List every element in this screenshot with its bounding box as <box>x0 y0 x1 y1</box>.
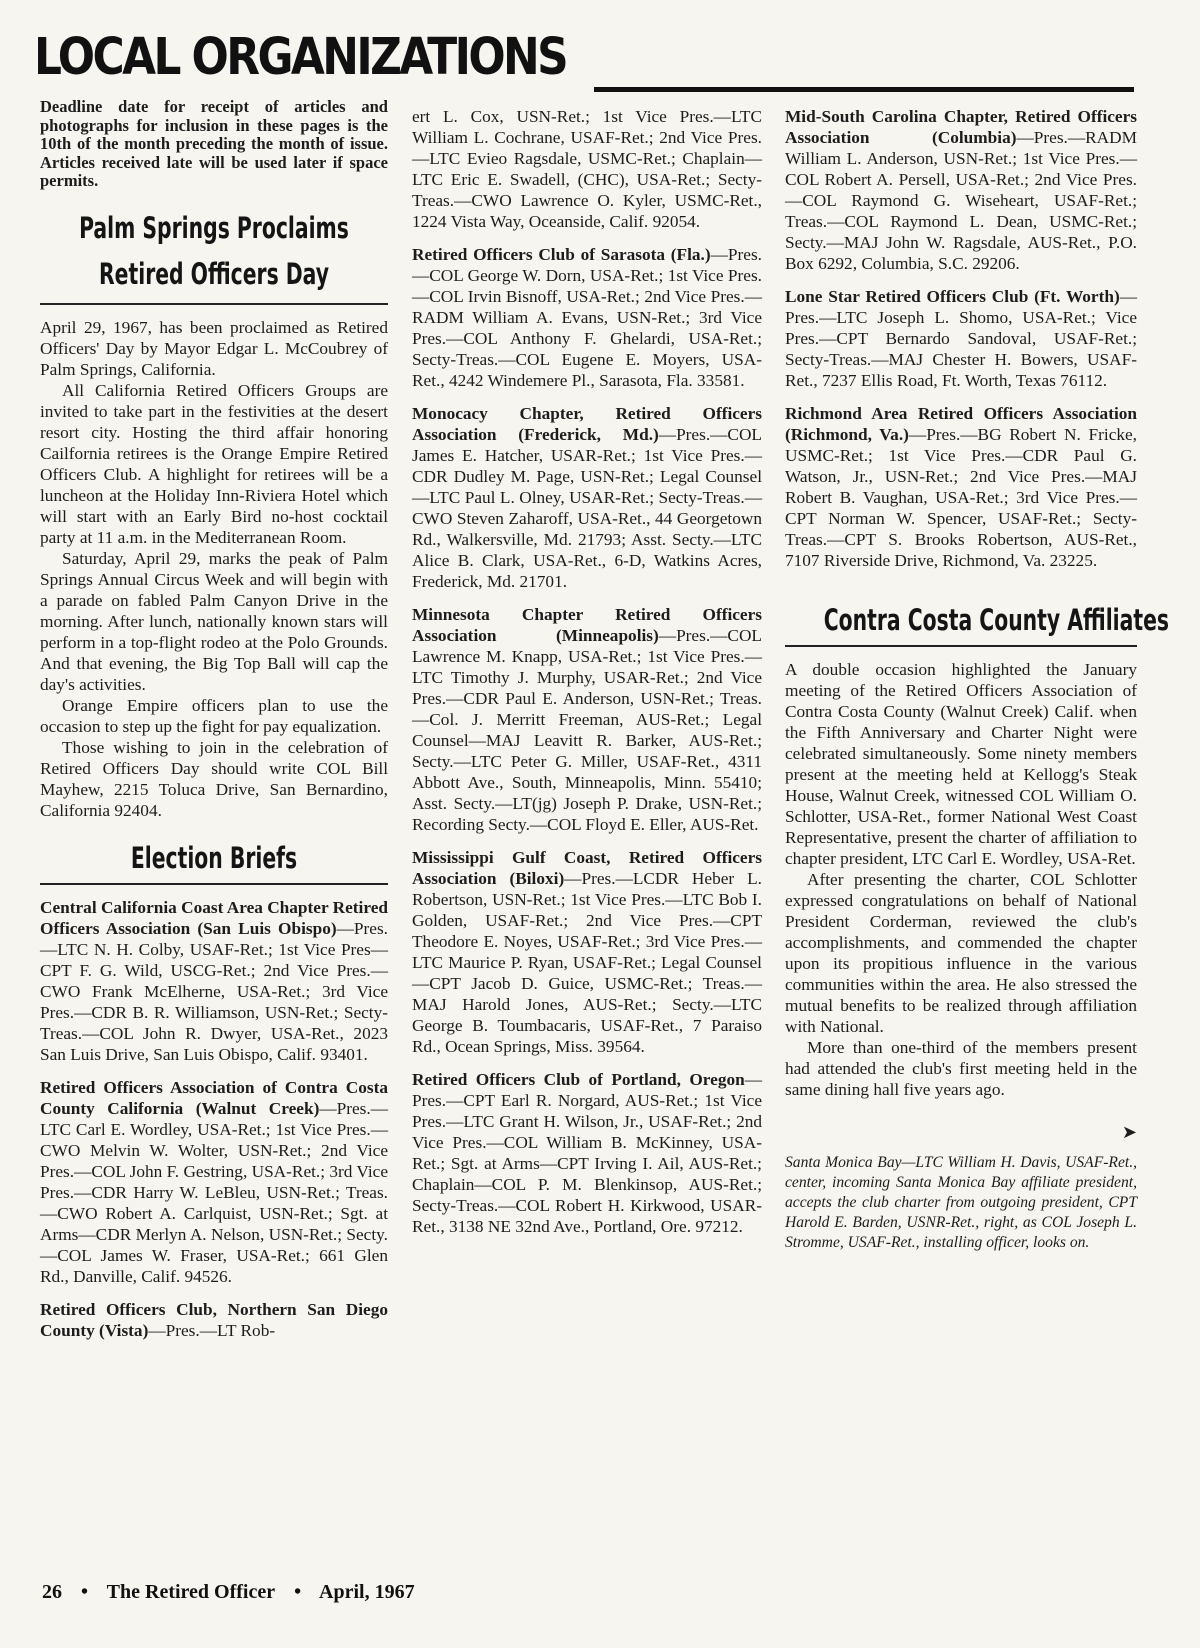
photo-caption: Santa Monica Bay—LTC William H. Davis, USAF-Ret., center, incoming Santa Monica Bay affiliate president, accepts the club charter from outgoing president, CPT Harold E. Barden, USNR-Ret., right, as COL Joseph L. Stromme, USAF-Ret., installing officer, looks on. <box>785 1154 1137 1251</box>
officer-list: —Pres.—COL George W. Dorn, USA-Ret.; 1st Vice Pres.—COL Irvin Bisnoff, USA-Ret.; 2nd Vice Pres.—RADM William A. Evans, USN-Ret.; 3rd Vice Pres.—COL Anthony F. Ghelardi, USA-Ret.; Secty-Treas.—COL Eugene E. Moyers, USA-Ret., 4242 Windemere Pl., Sarasota, Fla. 33581. <box>412 245 762 390</box>
contra-costa-paragraph: More than one-third of the members present had attended the club's first meeting held in the same dining hall five years ago. <box>785 1038 1137 1099</box>
organization-name: Richmond Area Retired Officers Association (Richmond, Va.) <box>785 404 1137 444</box>
election-entry <box>412 244 762 391</box>
officer-list: —Pres.—LTC Carl E. Wordley, USA-Ret.; 1st Vice Pres.—CWO Melvin W. Wolter, USN-Ret.; 2nd Vice Pres.—COL John F. Gestring, USA-Ret.; 3rd Vice Pres.—CDR Harry W. LeBleu, USN-Ret.; Treas.—CWO Robert A. Carlquist, USN-Ret.; Sgt. at Arms—CDR Merlyn A. Nelson, USN-Ret.; Secty.—COL James W. Fraser, USA-Ret.; 661 Glen Rd., Danville, Calif. 94526. <box>40 1098 388 1286</box>
election-entry <box>40 1077 388 1287</box>
section-rule <box>40 303 388 305</box>
page-footer <box>42 1581 429 1604</box>
organization-name: Minnesota Chapter Retired Officers Association (Minneapolis) <box>412 605 762 645</box>
footer-bullet: • <box>81 1581 89 1603</box>
contra-costa-title: Contra Costa County Affiliates <box>823 603 1170 637</box>
officer-list: —Pres.—LT Rob- <box>148 1320 276 1340</box>
election-entry <box>785 106 1137 274</box>
masthead <box>34 28 1134 92</box>
palm-springs-paragraph: Those wishing to join in the celebration of Retired Officers Day should write COL Bill Mayhew, 2215 Toluca Drive, San Bernardino, California 92404. <box>40 737 388 820</box>
organization-name: Monocacy Chapter, Retired Officers Association (Frederick, Md.) <box>412 404 762 444</box>
column-2 <box>412 98 762 1249</box>
officer-list: —Pres.—COL Lawrence M. Knapp, USA-Ret.; 1st Vice Pres.—LTC Timothy J. Murphy, USAR-Ret.; 2nd Vice Pres.—CDR Paul E. Anderson, USN-Ret.; Treas.—Col. J. Merritt Freeman, AUS-Ret.; Legal Counsel—MAJ Leavitt R. Barker, AUS-Ret.; Secty.—LTC Peter G. Miller, USAF-Ret., 4311 Abbott Ave., South, Minneapolis, Minn. 55410; Asst. Secty.—LT(jg) Joseph P. Drake, USN-Ret.; Recording Secty.—COL Floyd E. Eller, AUS-Ret. <box>412 626 762 834</box>
organization-name: Retired Officers Club of Portland, Oregon <box>412 1070 745 1089</box>
officer-list: —Pres.—LTC Joseph L. Shomo, USA-Ret.; Vice Pres.—CPT Bernardo Sandoval, USAF-Ret.; Secty-Treas.—MAJ Chester H. Bowers, USAF-Ret., 7237 Ellis Road, Ft. Worth, Texas 76112. <box>785 287 1137 390</box>
palm-springs-paragraph: Orange Empire officers plan to use the occasion to step up the fight for pay equalization. <box>40 695 388 736</box>
officer-list: —Pres.—BG Robert N. Fricke, USMC-Ret.; 1st Vice Pres.—CDR Paul G. Watson, Jr., USN-Ret.; 2nd Vice Pres.—MAJ Robert B. Vaughan, USA-Ret.; 3rd Vice Pres.—CPT Norman W. Spencer, USAF-Ret.; Secty-Treas.—CPT S. Brooks Robertson, AUS-Ret., 7107 Riverside Drive, Richmond, Va. 23225. <box>785 425 1137 570</box>
palm-springs-paragraph: April 29, 1967, has been proclaimed as Retired Officers' Day by Mayor Edgar L. McCoubrey of Palm Springs, California. <box>40 317 388 379</box>
page-number: 26 <box>42 1581 62 1603</box>
organization-name: Mississippi Gulf Coast, Retired Officers Association (Biloxi) <box>412 848 762 888</box>
page-section-title: LOCAL ORGANIZATIONS <box>34 28 567 87</box>
contra-costa-paragraph: After presenting the charter, COL Schlotter expressed congratulations on behalf of National President Corderman, reviewed the club's accomplishments, and commended the chapter upon its propitious influence in the various communities within the area. He also stressed the mutual benefits to be realized through affiliation with National. <box>785 870 1137 1036</box>
palm-springs-title-line-2: Retired Officers Day <box>99 256 329 291</box>
palm-springs-title-line-1: Palm Springs Proclaims <box>79 210 349 245</box>
organization-name: Retired Officers Club of Sarasota (Fla.) <box>412 245 711 264</box>
election-entry <box>785 286 1137 391</box>
organization-name: Central California Coast Area Chapter Retired Officers Association (San Luis Obispo) <box>40 897 388 938</box>
organization-name: Lone Star Retired Officers Club (Ft. Worth) <box>785 287 1120 306</box>
election-entry <box>40 897 388 1065</box>
election-entry <box>412 1069 762 1237</box>
palm-springs-paragraph: All California Retired Officers Groups are invited to take part in the festivities at the desert resort city. Hosting the third affair honoring Cailfornia retirees is the Orange Empire Retired Officers Club. A highlight for retirees will be a luncheon at the Holiday Inn-Riviera Hotel which will start with an Early Bird no-host cocktail party at 11 a.m. in the Mediterranean Room. <box>40 380 388 547</box>
officer-list: —Pres.—CPT Earl R. Norgard, AUS-Ret.; 1st Vice Pres.—LTC Grant H. Wilson, Jr., USAF-Ret.; 2nd Vice Pres.—COL William B. McKinney, USA-Ret.; Sgt. at Arms—CPT Irving I. Ail, AUS-Ret.; Chaplain—COL P. M. Blenkinsop, AUS-Ret.; Secty-Treas.—COL Robert H. Kirkwood, USAR-Ret., 3138 NE 32nd Ave., Portland, Ore. 97212. <box>412 1070 762 1236</box>
issue-date: April, 1967 <box>319 1581 415 1603</box>
officer-list: —Pres.—LCDR Heber L. Robertson, USN-Ret.; 1st Vice Pres.—LTC Bob I. Golden, USAF-Ret.; 2nd Vice Pres.—CPT Theodore E. Noyes, USAF-Ret.; 3rd Vice Pres.—LTC Maurice P. Ryan, USAF-Ret.; Legal Counsel—CPT Jacob D. Guice, USMC-Ret.; Treas.—MAJ Harold Jones, AUS-Ret.; Secty.—LTC George B. Toumbacaris, USAF-Ret., 7 Paraiso Rd., Ocean Springs, Miss. 39564. <box>412 869 762 1056</box>
palm-springs-paragraph: Saturday, April 29, marks the peak of Palm Springs Annual Circus Week and will begin with a parade on fabled Palm Canyon Drive in the morning. After lunch, nationally known stars will perform in a top-flight rodeo at the Polo Grounds. And that evening, the Big Top Ball will cap the day's activities. <box>40 548 388 694</box>
organization-name: Mid-South Carolina Chapter, Retired Officers Association (Columbia) <box>785 107 1137 147</box>
continue-arrow-icon: ➤ <box>1121 1122 1137 1142</box>
election-entry <box>40 1299 388 1341</box>
election-entry <box>412 847 762 1057</box>
column-3 <box>785 98 1170 1253</box>
officer-list: —Pres.—COL James E. Hatcher, USAR-Ret.; 1st Vice Pres.—CDR Dudley M. Page, USN-Ret.; Legal Counsel—LTC Paul L. Olney, USAR-Ret.; Secty-Treas.—CWO Steven Zaharoff, USA-Ret., 44 Georgetown Rd., Walkersville, Md. 21793; Asst. Secty.—LTC Alice B. Clark, USA-Ret., 6-D, Watkins Acres, Frederick, Md. 21701. <box>412 425 762 591</box>
organization-name: Retired Officers Club, Northern San Diego County (Vista) <box>40 1299 388 1340</box>
footer-bullet: • <box>294 1581 302 1603</box>
section-rule <box>785 645 1137 647</box>
election-entry <box>785 403 1137 571</box>
election-entry <box>412 604 762 835</box>
officer-list: —Pres.—LTC N. H. Colby, USAF-Ret.; 1st Vice Pres—CPT F. G. Wild, USCG-Ret.; 2nd Vice Pres.—CWO Frank McElherne, USA-Ret.; 3rd Vice Pres.—CDR B. R. Williamson, USN-Ret.; Secty-Treas.—COL John R. Dwyer, USA-Ret., 2023 San Luis Drive, San Luis Obispo, Calif. 93401. <box>40 918 388 1064</box>
column-1 <box>40 98 388 1353</box>
masthead-rule <box>594 87 1134 92</box>
contra-costa-paragraph: A double occasion highlighted the January meeting of the Retired Officers Association of Contra Costa County (Walnut Creek) Calif. when the Fifth Anniversary and Charter Night were celebrated simultaneously. Some ninety members present at the meeting held at Kellogg's Steak House, Walnut Creek, witnessed COL William O. Schlotter, USA-Ret., former National West Coast Representative, present the charter of affiliation to chapter president, LTC Carl E. Wordley, USA-Ret. <box>785 660 1137 868</box>
organization-name: Retired Officers Association of Contra Costa County California (Walnut Creek) <box>40 1077 388 1118</box>
election-briefs-title: Election Briefs <box>130 840 298 875</box>
officer-list: —Pres.—RADM William L. Anderson, USN-Ret.; 1st Vice Pres.—COL Robert A. Persell, USA-Ret.; 2nd Vice Pres.—COL Raymond G. Wiseheart, USAF-Ret.; Treas.—COL Raymond L. Dean, USMC-Ret.; Secty.—MAJ John W. Ragsdale, AUS-Ret., P.O. Box 6292, Columbia, S.C. 29206. <box>785 128 1137 273</box>
section-rule <box>40 883 388 885</box>
deadline-note: Deadline date for receipt of articles and photographs for inclusion in these pages is the 10th of the month preceding the month of issue. Articles received late will be used later if space permits. <box>40 97 388 190</box>
election-entry <box>412 403 762 592</box>
publication-name: The Retired Officer <box>106 1581 276 1603</box>
election-entry-continuation: ert L. Cox, USN-Ret.; 1st Vice Pres.—LTC William L. Cochrane, USAF-Ret.; 2nd Vice Pres.—LTC Evieo Ragsdale, USMC-Ret.; Chaplain—LTC Eric E. Swadell, (CHC), USA-Ret.; Secty-Treas.—CWO Lawrence O. Kyler, USMC-Ret., 1224 Vista Way, Oceanside, Calif. 92054. <box>412 107 762 231</box>
